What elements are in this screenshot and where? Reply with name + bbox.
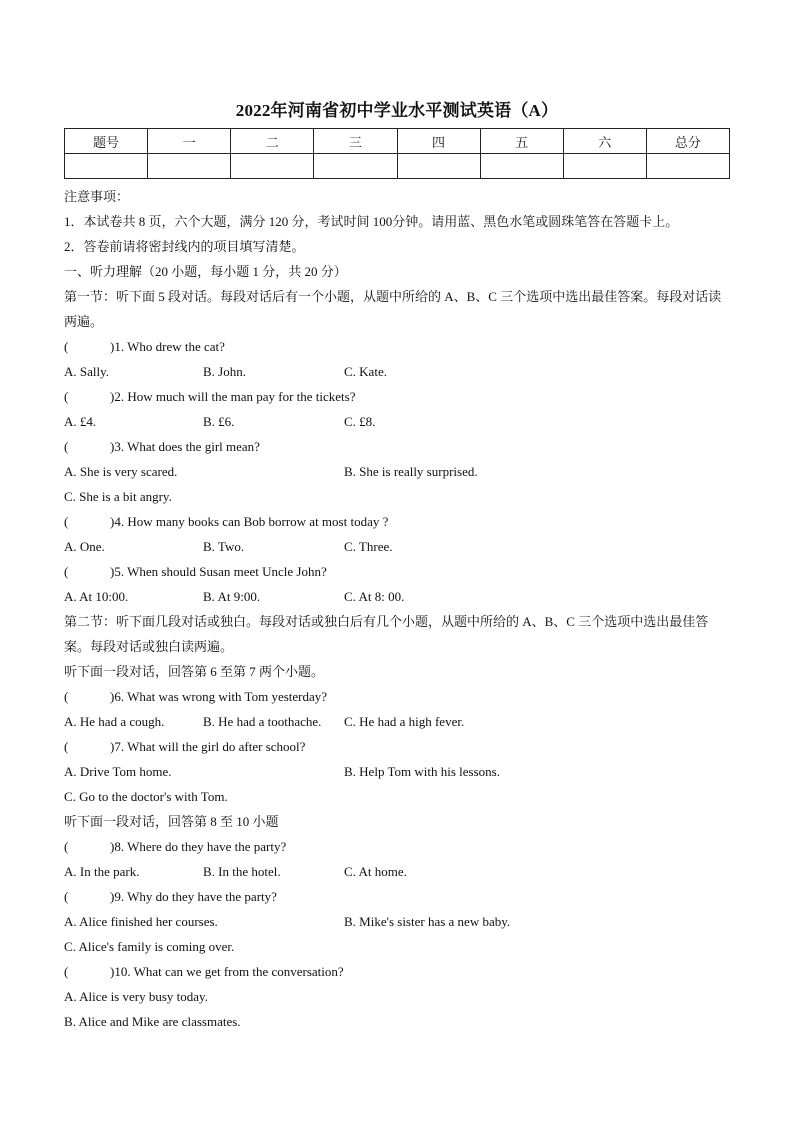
option-a: A. Alice is very busy today.: [64, 989, 208, 1004]
options-row: [64, 909, 744, 934]
answer-blank[interactable]: (: [64, 339, 69, 354]
option-b: B. Help Tom with his lessons.: [344, 764, 500, 779]
options-row: [64, 459, 744, 484]
score-table: [64, 128, 730, 179]
answer-blank[interactable]: (: [64, 389, 69, 404]
question: [64, 959, 744, 984]
question-text: )5. When should Susan meet Uncle John?: [110, 564, 327, 579]
question: [64, 509, 744, 534]
options-row: [64, 784, 744, 809]
question-text: )2. How much will the man pay for the tickets?: [110, 389, 356, 404]
question: [64, 684, 744, 709]
option-a: A. He had a cough.: [64, 714, 165, 729]
option-b: B. John.: [203, 364, 246, 379]
option-a: A. Sally.: [64, 364, 110, 379]
answer-blank[interactable]: (: [64, 564, 69, 579]
question-text: )7. What will the girl do after school?: [110, 739, 306, 754]
option-c: C. He had a high fever.: [344, 714, 465, 729]
score-cell[interactable]: [231, 154, 314, 179]
option-b: B. He had a toothache.: [203, 714, 322, 729]
option-c: C. Three.: [344, 539, 393, 554]
option-b: B. Mike's sister has a new baby.: [344, 914, 511, 929]
exam-body: [64, 184, 744, 1034]
answer-blank[interactable]: (: [64, 689, 69, 704]
option-c: C. Go to the doctor's with Tom.: [64, 789, 228, 804]
section-instructions: 第一节：听下面 5 段对话。每段对话后有一个小题，从题中所给的 A、B、C 三个选项中选出最佳答案。每段对话读两遍。: [64, 289, 722, 329]
option-b: B. At 9:00.: [203, 589, 261, 604]
score-cell[interactable]: [397, 154, 480, 179]
options-row: [64, 534, 744, 559]
question: [64, 559, 744, 584]
question: [64, 884, 744, 909]
options-row: [64, 1009, 744, 1034]
score-header-cell: 总分: [646, 129, 729, 154]
option-b: B. She is really surprised.: [344, 464, 478, 479]
option-c: C. Alice's family is coming over.: [64, 939, 235, 954]
dialog-instruction: 听下面一段对话，回答第 6 至第 7 两个小题。: [64, 664, 325, 679]
score-header-cell: 三: [314, 129, 397, 154]
question: [64, 834, 744, 859]
options-row: [64, 934, 744, 959]
score-header-cell: 六: [563, 129, 646, 154]
question-text: )8. Where do they have the party?: [110, 839, 287, 854]
question-text: )6. What was wrong with Tom yesterday?: [110, 689, 328, 704]
score-header-cell: 四: [397, 129, 480, 154]
option-c: C. £8.: [344, 414, 376, 429]
options-row: [64, 484, 744, 509]
option-c: C. She is a bit angry.: [64, 489, 172, 504]
score-header-cell: 二: [231, 129, 314, 154]
question: [64, 334, 744, 359]
question-text: )3. What does the girl mean?: [110, 439, 260, 454]
question-text: )9. Why do they have the party?: [110, 889, 277, 904]
option-a: A. Alice finished her courses.: [64, 914, 218, 929]
option-a: A. One.: [64, 539, 105, 554]
answer-blank[interactable]: (: [64, 514, 69, 529]
options-row: [64, 709, 744, 734]
dialog-instruction: 听下面一段对话，回答第 8 至 10 小题: [64, 814, 279, 829]
option-a: A. £4.: [64, 414, 97, 429]
option-b: B. In the hotel.: [203, 864, 281, 879]
note-item: 1．本试卷共 8 页，六个大题，满分 120 分，考试时间 100分钟。请用蓝、黑色水笔或圆珠笔答在答题卡上。: [64, 214, 679, 229]
score-cell[interactable]: [480, 154, 563, 179]
option-a: A. She is very scared.: [64, 464, 178, 479]
option-c: C. At home.: [344, 864, 407, 879]
options-row: [64, 359, 744, 384]
options-row: [64, 584, 744, 609]
option-a: A. At 10:00.: [64, 589, 129, 604]
question: [64, 734, 744, 759]
score-table-header-row: [65, 129, 730, 154]
answer-blank[interactable]: (: [64, 889, 69, 904]
score-cell[interactable]: [563, 154, 646, 179]
answer-blank[interactable]: (: [64, 739, 69, 754]
option-c: C. Kate.: [344, 364, 387, 379]
question: [64, 384, 744, 409]
part-heading: 一、听力理解（20 小题，每小题 1 分，共 20 分）: [64, 264, 347, 279]
options-row: [64, 759, 744, 784]
answer-blank[interactable]: (: [64, 964, 69, 979]
score-header-cell: 题号: [65, 129, 148, 154]
notes-heading: 注意事项：: [64, 189, 130, 204]
question: [64, 434, 744, 459]
question-text: )1. Who drew the cat?: [110, 339, 225, 354]
score-table-empty-row: [65, 154, 730, 179]
score-cell[interactable]: [148, 154, 231, 179]
score-header-cell: 五: [480, 129, 563, 154]
option-a: A. Drive Tom home.: [64, 764, 172, 779]
options-row: [64, 984, 744, 1009]
option-c: C. At 8: 00.: [344, 589, 405, 604]
option-b: B. Two.: [203, 539, 245, 554]
question-text: )4. How many books can Bob borrow at most today ?: [110, 514, 389, 529]
section-instructions: 第二节：听下面几段对话或独白。每段对话或独白后有几个小题，从题中所给的 A、B、C 三个选项中选出最佳答案。每段对话或独白读两遍。: [64, 614, 709, 654]
score-cell[interactable]: [314, 154, 397, 179]
answer-blank[interactable]: (: [64, 839, 69, 854]
question-text: )10. What can we get from the conversation?: [110, 964, 344, 979]
option-b: B. £6.: [203, 414, 235, 429]
note-item: 2．答卷前请将密封线内的项目填写清楚。: [64, 239, 305, 254]
score-cell[interactable]: [646, 154, 729, 179]
option-b: B. Alice and Mike are classmates.: [64, 1014, 241, 1029]
answer-blank[interactable]: (: [64, 439, 69, 454]
page-title: 2022年河南省初中学业水平测试英语（A）: [235, 101, 559, 120]
options-row: [64, 409, 744, 434]
options-row: [64, 859, 744, 884]
score-header-cell: 一: [148, 129, 231, 154]
option-a: A. In the park.: [64, 864, 140, 879]
score-cell[interactable]: [65, 154, 148, 179]
